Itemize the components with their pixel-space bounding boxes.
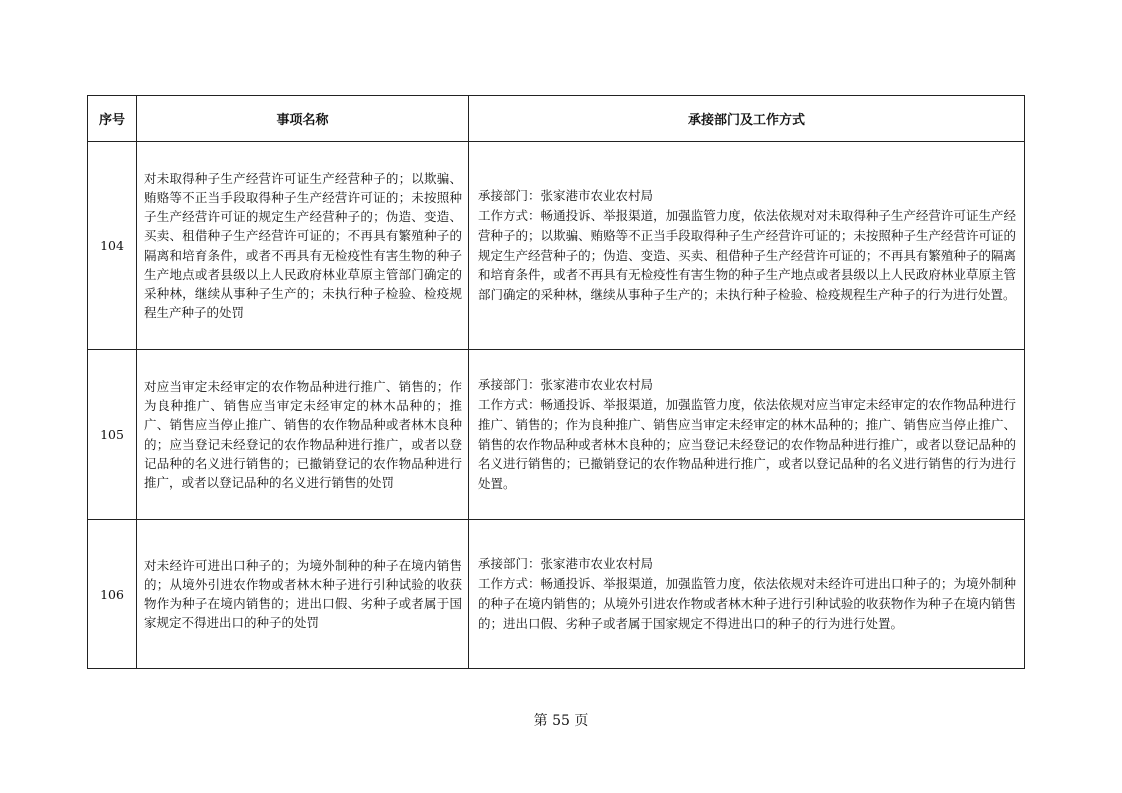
row-number: 105 [88,350,137,520]
item-name: 对未取得种子生产经营许可证生产经营种子的；以欺骗、贿赂等不正当手段取得种子生产经营许可证的；未按照种子生产经营许可证的规定生产经营种子的；伪造、变造、买卖、租借种子生产经营许可证的；不再具有繁殖种子的隔离和培育条件，或者不再具有无检疫性有害生物的种子生产地点或者县级以上人民政府林业草原主管部门确定的采种林，继续从事种子生产的；未执行种子检验、检疫规程生产种子的处罚 [137,142,469,350]
table-row [88,142,1025,350]
header-number: 序号 [88,96,137,142]
department-line: 承接部门：张家港市农业农村局 [478,556,654,572]
table-header-row [88,96,1025,142]
row-number: 104 [88,142,137,350]
department-line: 承接部门：张家港市农业农村局 [478,188,654,204]
method-text: 工作方式：畅通投诉、举报渠道，加强监管力度，依法依规对应当审定未经审定的农作物品种进行推广、销售的；作为良种推广、销售应当审定未经审定的林木品种的；推广、销售应当停止推广、销售的农作物品种或者林木良种的；应当登记未经登记的农作物品种进行推广，或者以登记品种的名义进行销售的；已撤销登记的农作物品种进行推广，或者以登记品种的名义进行销售的行为进行处置。 [478,396,1016,492]
item-name: 对应当审定未经审定的农作物品种进行推广、销售的；作为良种推广、销售应当审定未经审定的林木品种的；推广、销售应当停止推广、销售的农作物品种或者林木良种的；应当登记未经登记的农作物品种进行推广，或者以登记品种的名义进行销售的；已撤销登记的农作物品种进行推广，或者以登记品种的名义进行销售的处罚 [137,350,469,520]
header-item-name: 事项名称 [137,96,469,142]
page-number: 第 55 页 [533,713,589,729]
header-department-method: 承接部门及工作方式 [469,96,1025,142]
department-method-cell [469,520,1025,669]
item-name: 对未经许可进出口种子的；为境外制种的种子在境内销售的；从境外引进农作物或者林木种子进行引种试验的收获物作为种子在境内销售的；进出口假、劣种子或者属于国家规定不得进出口的种子的处罚 [137,520,469,669]
department-method-cell [469,350,1025,520]
department-method-cell [469,142,1025,350]
department-line: 承接部门：张家港市农业农村局 [478,377,654,393]
items-table [87,95,1025,669]
row-number: 106 [88,520,137,669]
method-text: 工作方式：畅通投诉、举报渠道，加强监管力度，依法依规对对未取得种子生产经营许可证生产经营种子的；以欺骗、贿赂等不正当手段取得种子生产经营许可证的；未按照种子生产经营许可证的规定生产经营种子的；伪造、变造、买卖、租借种子生产经营许可证的；不再具有繁殖种子的隔离和培育条件，或者不再具有无检疫性有害生物的种子生产地点或者县级以上人民政府林业草原主管部门确定的采种林，继续从事种子生产的；未执行种子检验、检疫规程生产种子的行为进行处置。 [478,207,1016,303]
method-text: 工作方式：畅通投诉、举报渠道，加强监管力度，依法依规对未经许可进出口种子的；为境外制种的种子在境内销售的；从境外引进农作物或者林木种子进行引种试验的收获物作为种子在境内销售的；进出口假、劣种子或者属于国家规定不得进出口的种子的行为进行处置。 [478,576,1016,631]
table-row [88,350,1025,520]
table-row [88,520,1025,669]
